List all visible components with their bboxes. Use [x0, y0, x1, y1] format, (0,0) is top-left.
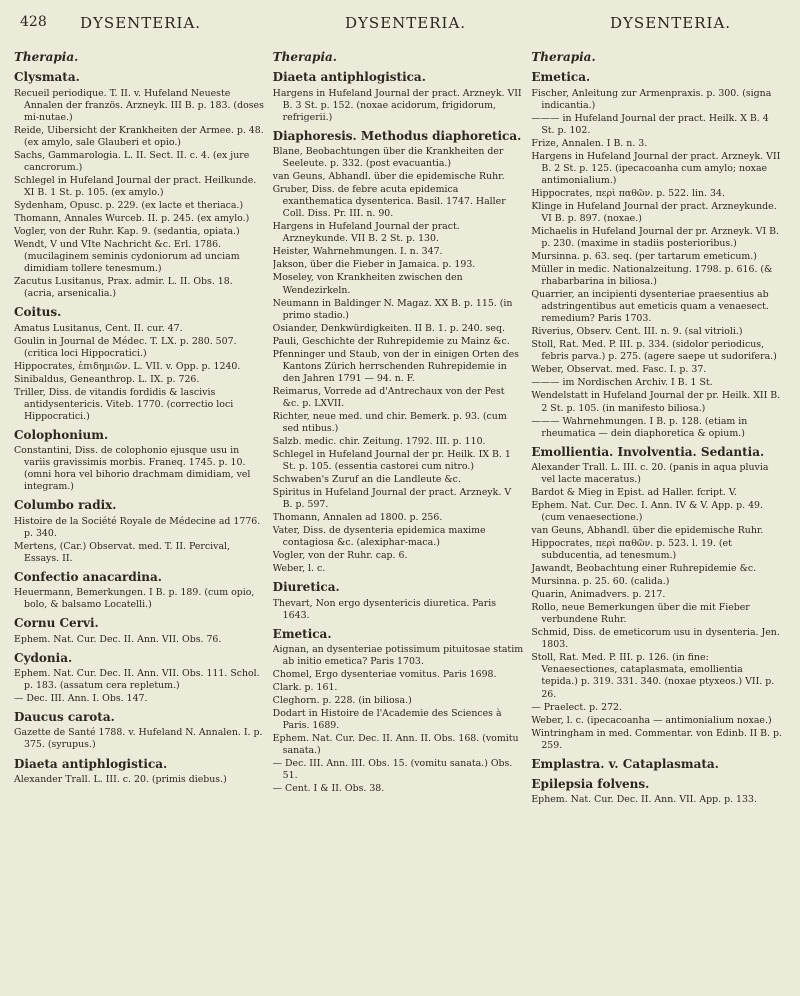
section-heading: Diuretica. — [272, 580, 340, 595]
bibliography-entry: Mursinna. p. 25. 60. (calida.) — [531, 576, 670, 588]
bibliography-entry: Weber, Observat. med. Fasc. I. p. 37. — [531, 364, 707, 376]
bibliography-entry: Pauli, Geschichte der Ruhrepidemie zu Mainz &c. — [272, 335, 510, 347]
section-heading: Emplastra. v. Cataplasmata. — [531, 756, 719, 771]
bibliography-entry: Rollo, neue Bemerkungen über die mit Fieber verbundene Ruhr. — [531, 602, 750, 626]
section-heading: Cornu Cervi. — [14, 616, 99, 631]
bibliography-entry: Alexander Trall. L. III. c. 20. (panis in aqua pluvia vel lacte maceratus.) — [531, 461, 769, 485]
bibliography-entry: Hargens in Hufeland Journal der pract. Arzneyk. VII B. 3 St. p. 152. (noxae acidorum, frigidorum, refrigerii.) — [272, 87, 522, 123]
page-number: 428 — [20, 14, 47, 30]
bibliography-entry: ——— Wahrnehmungen. I B. p. 128. (etiam in rheumatica — dein diaphoretica & opium.) — [531, 415, 748, 439]
column-title: Therapia. — [272, 50, 337, 64]
bibliography-entry: ——— im Nordischen Archiv. I B. 1 St. — [531, 377, 713, 389]
bibliography-entry: Cleghorn. p. 228. (in biliosa.) — [272, 695, 412, 707]
bibliography-entry: Stoll, Rat. Med. P. III. p. 334. (sidolor periodicus, febris parva.) p. 275. (agere saepe ut sudorifera.) — [531, 339, 777, 363]
section-heading: Emetica. — [272, 626, 332, 641]
text-columns — [14, 50, 790, 988]
section-heading: Daucus carota. — [14, 710, 115, 725]
bibliography-entry: Wendelstatt in Hufeland Journal der pr. Heilk. XII B. 2 St. p. 105. (in manifesto biliosa.) — [531, 390, 781, 414]
section-heading: Coitus. — [14, 305, 62, 320]
column-1 — [14, 50, 273, 988]
bibliography-entry: Histoire de la Société Royale de Médecine ad 1776. p. 340. — [14, 515, 261, 539]
bibliography-entry: Salzb. medic. chir. Zeitung. 1792. III. p. 110. — [272, 435, 486, 447]
bibliography-entry: Constantini, Diss. de colophonio ejusque usu in variis gravissimis morbis. Franeq. 1745. p. 10. (omni hora vel bihorio drachmam dimidiam, vel integram.) — [14, 445, 251, 493]
bibliography-entry: Gazette de Santé 1788. v. Hufeland N. Annalen. I. p. 375. (syrupus.) — [14, 727, 263, 751]
bibliography-entry: Sachs, Gammarologia. L. II. Sect. II. c. 4. (ex jure cancrorum.) — [14, 149, 250, 173]
bibliography-entry: Goulin in Journal de Médec. T. LX. p. 280. 507. (critica loci Hippocratici.) — [14, 335, 237, 359]
bibliography-entry: Riverius, Observ. Cent. III. n. 9. (sal vitrioli.) — [531, 326, 743, 338]
bibliography-entry: Jawandt, Beobachtung einer Ruhrepidemie &c. — [531, 563, 757, 575]
section-heading: Emetica. — [531, 70, 591, 85]
section-heading: Columbo radix. — [14, 498, 117, 513]
bibliography-entry: — Praelect. p. 272. — [531, 701, 622, 713]
bibliography-entry: Mursinna. p. 63. seq. (per tartarum emeticum.) — [531, 251, 757, 263]
section-heading: Diaeta antiphlogistica. — [14, 756, 168, 771]
bibliography-entry: van Geuns, Abhandl. über die epidemische Ruhr. — [272, 171, 505, 183]
bibliography-entry: Dodart in Histoire de l'Academie des Sciences à Paris. 1689. — [272, 708, 502, 732]
bibliography-entry: Hargens in Hufeland Journal der pract. Arzneyk. VII B. 2 St. p. 125. (ipecacoanha cum amylo; noxae antimonialium.) — [531, 150, 781, 186]
bibliography-entry: Richter, neue med. und chir. Bemerk. p. 93. (cum sed ntibus.) — [272, 410, 507, 434]
bibliography-entry: Gruber, Diss. de febre acuta epidemica exanthematica dysenterica. Basil. 1747. Haller Coll. Diss. Pr. III. n. 90. — [272, 184, 506, 220]
section-heading: Clysmata. — [14, 70, 80, 85]
bibliography-entry: Weber, l. c. (ipecacoanha — antimonialium noxae.) — [531, 714, 772, 726]
bibliography-entry: Schwaben's Zuruf an die Landleute &c. — [272, 473, 461, 485]
bibliography-entry: Reide, Uibersicht der Krankheiten der Armee. p. 48. (ex amylo, sale Glauberi et opio.) — [14, 124, 264, 148]
bibliography-entry: Aignan, an dysenteriae potissimum pituitosae statim ab initio emetica? Paris 1703. — [272, 644, 524, 668]
bibliography-entry: Neumann in Baldinger N. Magaz. XX B. p. 115. (in primo stadio.) — [272, 297, 513, 321]
bibliography-entry: Moseley, von Krankheiten zwischen den Wendezirkeln. — [272, 272, 463, 296]
bibliography-entry: Fischer, Anleitung zur Armenpraxis. p. 300. (signa indicantia.) — [531, 87, 772, 111]
section-heading: Colophonium. — [14, 427, 109, 442]
bibliography-entry: Quarrier, an incipienti dysenteriae praesentius ab adstringentibus aut emeticis quam a venaesect. remedium? Paris 1703. — [531, 289, 769, 325]
bibliography-entry: Reimarus, Vorrede ad d'Antrechaux von der Pest &c. p. LXVII. — [272, 385, 505, 409]
bibliography-entry: Hippocrates, ἐπιδημιῶν. L. VII. v. Opp. p. 1240. — [14, 360, 241, 372]
bibliography-entry: Müller in medic. Nationalzeitung. 1798. p. 616. (& rhabarbarina in biliosa.) — [531, 264, 773, 288]
bibliography-entry: Stoll, Rat. Med. P. III. p. 126. (in fine: Venaesectiones, cataplasmata, emollientia tepida.) p. 319. 331. 340. (noxae ptyxeos.) VII. p. 26. — [531, 652, 775, 700]
bibliography-entry: Heuermann, Bemerkungen. I B. p. 189. (cum opio, bolo, & balsamo Locatelli.) — [14, 587, 255, 611]
bibliography-entry: Quarin, Animadvers. p. 217. — [531, 589, 666, 601]
bibliography-entry: Spiritus in Hufeland Journal der pract. Arzneyk. V B. p. 597. — [272, 487, 512, 511]
running-head-left: DYSENTERIA. — [80, 14, 202, 32]
bibliography-entry: Osiander, Denkwürdigkeiten. II B. 1. p. 240. seq. — [272, 322, 505, 334]
bibliography-entry: Hippocrates, περὶ παθῶν. p. 522. lin. 34. — [531, 187, 725, 199]
bibliography-entry: — Cent. I & II. Obs. 38. — [272, 783, 385, 795]
bibliography-entry: Pfenninger und Staub, von der in einigen Orten des Kantons Zürich herrschenden Ruhrepidemie in den Jahren 1791 — 94. n. F. — [272, 348, 519, 384]
bibliography-entry: Thomann, Annalen ad 1800. p. 256. — [272, 512, 443, 524]
bibliography-entry: — Dec. III. Ann. III. Obs. 15. (vomitu sanata.) Obs. 51. — [272, 758, 513, 782]
column-title: Therapia. — [531, 50, 596, 64]
bibliography-entry: Triller, Diss. de vitandis fordidis & lascivis antidysentericis. Viteb. 1770. (correctio loci Hippocratici.) — [14, 386, 234, 422]
bibliography-entry: Mertens, (Car.) Observat. med. T. II. Percival, Essays. II. — [14, 540, 231, 564]
bibliography-entry: Vater, Diss. de dysenteria epidemica maxime contagiosa &c. (alexiphar-maca.) — [272, 525, 486, 549]
bibliography-entry: Sinibaldus, Geneanthrop. L. IX. p. 726. — [14, 373, 200, 385]
bibliography-entry: Wintringham in med. Commentar. von Edinb. II B. p. 259. — [531, 727, 783, 751]
bibliography-entry: Vogler, von der Ruhr. Kap. 9. (sedantia, opiata.) — [14, 226, 240, 238]
bibliography-entry: Recueil periodique. T. II. v. Hufeland Neueste Annalen der französ. Arzneyk. III B. p. 183. (doses mi-nutae.) — [14, 87, 264, 123]
bibliography-entry: Schlegel in Hufeland Journal der pr. Heilk. IX B. 1 St. p. 105. (essentia castorei cum nitro.) — [272, 448, 511, 472]
column-title: Therapia. — [14, 50, 79, 64]
section-heading: Confectio anacardina. — [14, 569, 162, 584]
bibliography-entry: Weber, l. c. — [272, 563, 326, 575]
bibliography-entry: Thomann, Annales Wurceb. II. p. 245. (ex amylo.) — [14, 213, 250, 225]
bibliography-entry: Thevart, Non ergo dysentericis diuretica. Paris 1643. — [272, 597, 497, 621]
section-heading: Emollientia. Involventia. Sedantia. — [531, 444, 765, 459]
bibliography-entry: Vogler, von der Ruhr. cap. 6. — [272, 550, 408, 562]
bibliography-entry: Ephem. Nat. Cur. Dec. I. Ann. IV & V. App. p. 49. (cum venaesectione.) — [531, 500, 763, 524]
column-2 — [273, 50, 532, 988]
section-heading: Diaeta antiphlogistica. — [272, 70, 426, 85]
bibliography-entry: Ephem. Nat. Cur. Dec. II. Ann. II. Obs. 168. (vomitu sanata.) — [272, 733, 519, 757]
bibliography-entry: Schlegel in Hufeland Journal der pract. Heilkunde. XI B. 1 St. p. 105. (ex amylo.) — [14, 174, 257, 198]
bibliography-entry: Klinge in Hufeland Journal der pract. Arzneykunde. VI B. p. 897. (noxae.) — [531, 201, 777, 225]
section-heading: Cydonia. — [14, 650, 73, 665]
column-3 — [531, 50, 790, 988]
bibliography-entry: van Geuns, Abhandl. über die epidemische Ruhr. — [531, 525, 764, 537]
page-header — [20, 14, 780, 34]
bibliography-entry: Wendt, V und VIte Nachricht &c. Erl. 1786. (mucilaginem seminis cydoniorum ad unciam dimidiam tollere tenesmum.) — [14, 239, 240, 275]
section-heading: Diaphoresis. Methodus diaphoretica. — [272, 128, 522, 143]
bibliography-entry: Chomel, Ergo dysenteriae vomitus. Paris 1698. — [272, 669, 497, 681]
bibliography-entry: Ephem. Nat. Cur. Dec. II. Ann. VII. App. p. 133. — [531, 794, 757, 806]
bibliography-entry: — Dec. III. Ann. I. Obs. 147. — [14, 693, 148, 705]
bibliography-entry: Michaelis in Hufeland Journal der pr. Arzneyk. VI B. p. 230. (maxime in stadiis posterioribus.) — [531, 226, 779, 250]
bibliography-entry: ——— in Hufeland Journal der pract. Heilk. X B. 4 St. p. 102. — [531, 112, 769, 136]
bibliography-entry: Alexander Trall. L. III. c. 20. (primis diebus.) — [14, 773, 227, 785]
running-head-right: DYSENTERIA. — [610, 14, 732, 32]
bibliography-entry: Clark. p. 161. — [272, 682, 338, 694]
bibliography-entry: Jakson, über die Fieber in Jamaica. p. 193. — [272, 259, 476, 271]
bibliography-entry: Sydenham, Opusc. p. 229. (ex lacte et theriaca.) — [14, 200, 244, 211]
bibliography-entry: Zacutus Lusitanus, Prax. admir. L. II. Obs. 18. (acria, arsenicalia.) — [14, 276, 233, 300]
bibliography-entry: Hargens in Hufeland Journal der pract. Arzneykunde. VII B. 2 St. p. 130. — [272, 221, 460, 245]
bibliography-entry: Frize, Annalen. I B. n. 3. — [531, 137, 648, 149]
bibliography-entry: Ephem. Nat. Cur. Dec. II. Ann. VII. Obs. 76. — [14, 633, 222, 645]
bibliography-entry: Schmid, Diss. de emeticorum usu in dysenteria. Jen. 1803. — [531, 627, 780, 651]
section-heading: Epilepsia folvens. — [531, 777, 650, 792]
bibliography-entry: Amatus Lusitanus, Cent. II. cur. 47. — [14, 322, 183, 334]
bibliography-entry: Ephem. Nat. Cur. Dec. II. Ann. VII. Obs. 111. Schol. p. 183. (assatum cera repletum.) — [14, 668, 260, 692]
bibliography-entry: Heister, Wahrnehmungen. I. n. 347. — [272, 246, 443, 258]
bibliography-entry: Hippocrates, περὶ παθῶν. p. 523. l. 19. (et subducentia, ad tenesmum.) — [531, 538, 732, 562]
bibliography-entry: Bardot & Mieg in Epist. ad Haller. fcript. V. — [531, 487, 737, 499]
bibliography-entry: Blane, Beobachtungen über die Krankheiten der Seeleute. p. 332. (post evacuantia.) — [272, 146, 504, 170]
running-head-center: DYSENTERIA. — [345, 14, 467, 32]
